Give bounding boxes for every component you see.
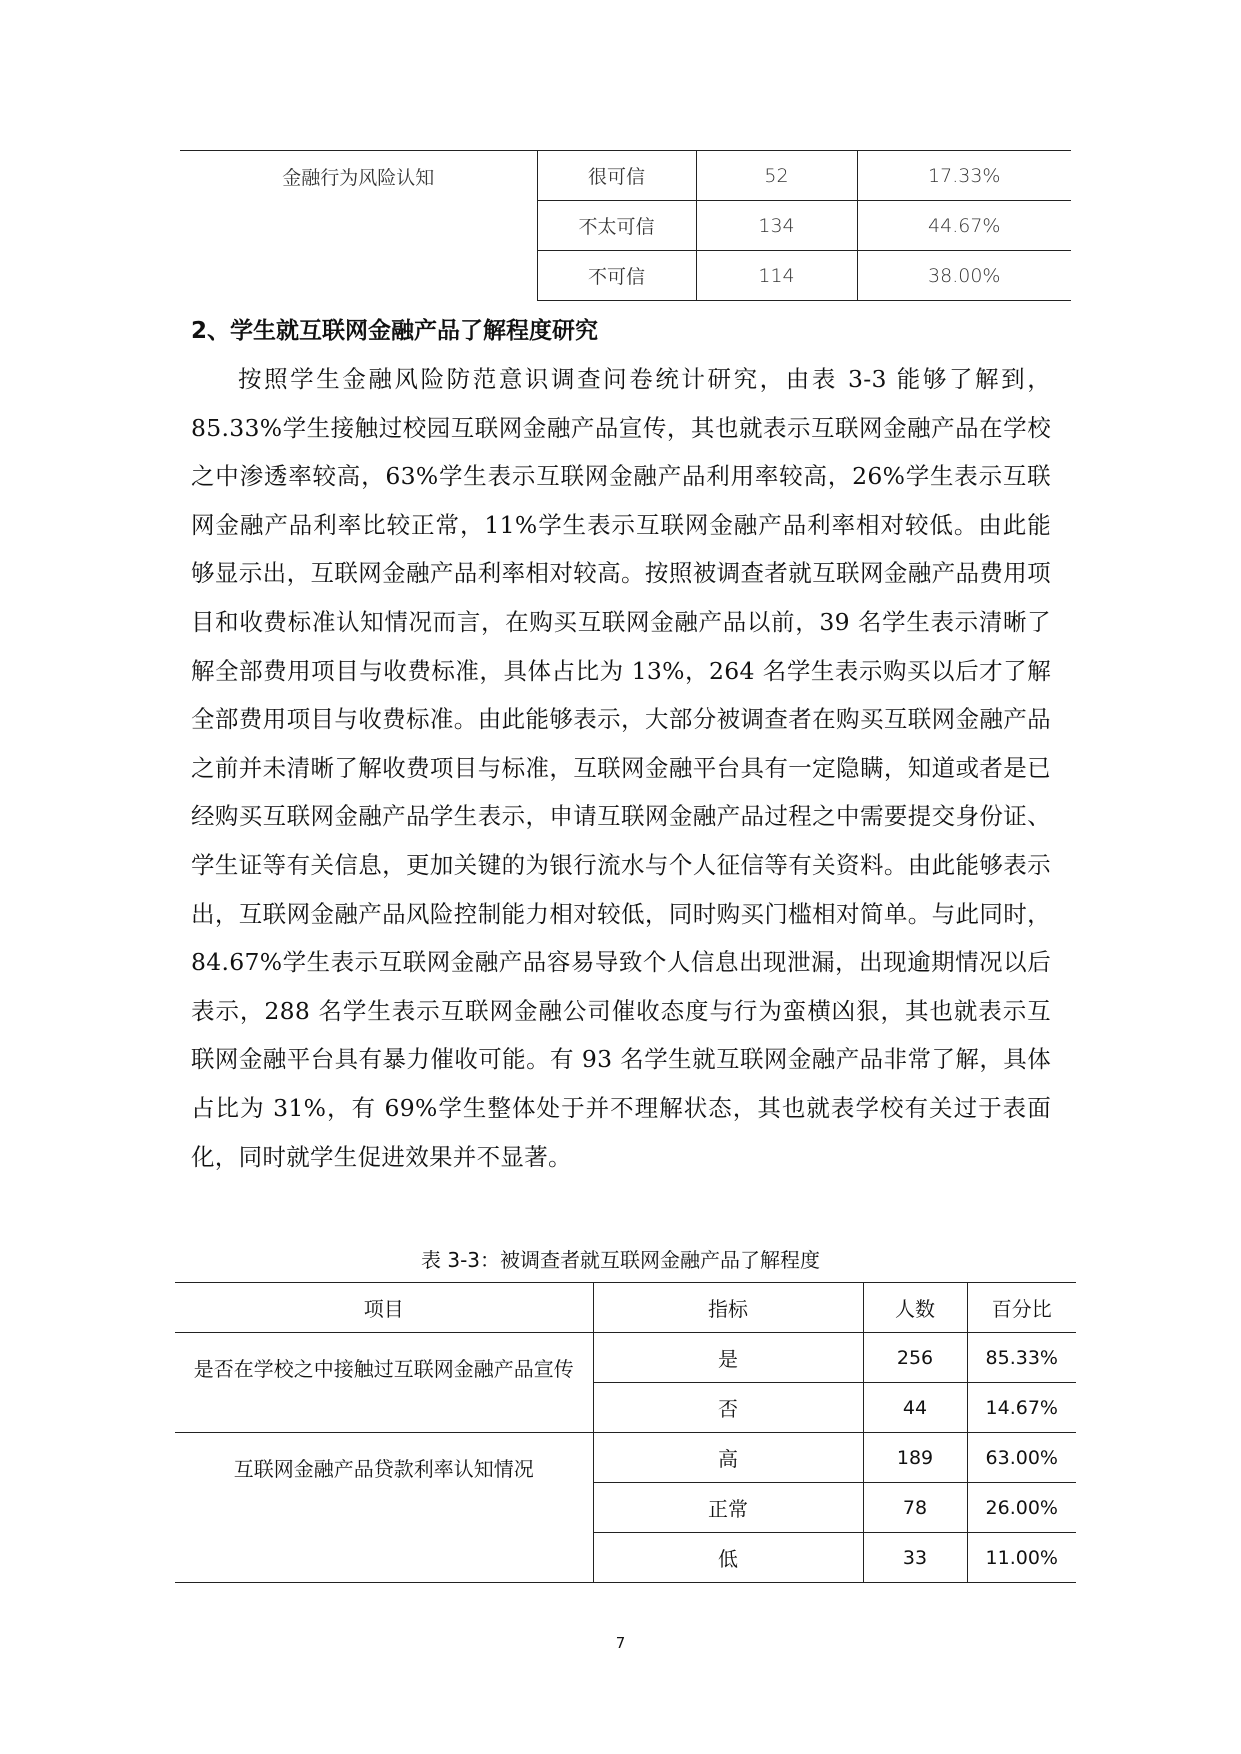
- indicator-cell: 否: [593, 1383, 863, 1433]
- percent-cell: 44.67%: [857, 201, 1071, 251]
- body-paragraph: 按照学生金融风险防范意识调查问卷统计研究，由表 3-3 能够了解到，85.33%学生接触过校园互联网金融产品宣传，其也就表示互联网金融产品在学校之中渗透率较高，63%学生表示互联网金融产品利用率较高，26%学生表示互联网金融产品利率比较正常，11%学生表示互联网金融产品利率相对较低。由此能够显示出，互联网金融产品利率相对较高。按照被调查者就互联网金融产品费用项目和收费标准认知情况而言，在购买互联网金融产品以前，39 名学生表示清晰了解全部费用项目与收费标准，具体占比为 13%，264 名学生表示购买以后才了解全部费用项目与收费标准。由此能够表示，大部分被调查者在购买互联网金融产品之前并未清晰了解收费项目与标准，互联网金融平台具有一定隐瞒，知道或者是已经购买互联网金融产品学生表示，申请互联网金融产品过程之中需要提交身份证、学生证等有关信息，更加关键的为银行流水与个人征信等有关资料。由此能够表示出，互联网金融产品风险控制能力相对较低，同时购买门槛相对简单。与此同时，84.67%学生表示互联网金融产品容易导致个人信息出现泄漏，出现逾期情况以后表示，288 名学生表示互联网金融公司催收态度与行为蛮横凶狠，其也就表示互联网金融平台具有暴力催收可能。有 93 名学生就互联网金融产品非常了解，具体占比为 31%，有 69%学生整体处于并不理解状态，其也就表学校有关过于表面化，同时就学生促进效果并不显著。: [191, 365, 1051, 1171]
- indicator-cell: 是: [593, 1333, 863, 1383]
- indicator-cell: 不太可信: [537, 201, 696, 251]
- percent-cell: 38.00%: [857, 251, 1071, 301]
- table-caption: 表 3-3：被调查者就互联网金融产品了解程度: [420, 1248, 821, 1272]
- row-group-label: 金融行为风险认知: [180, 151, 537, 301]
- count-cell: 44: [863, 1383, 967, 1433]
- continued-survey-table: [180, 150, 1071, 301]
- indicator-cell: 很可信: [537, 151, 696, 201]
- header-count: 人数: [863, 1283, 967, 1333]
- percent-cell: 26.00%: [967, 1483, 1076, 1533]
- table-row: [175, 1333, 1076, 1383]
- row-group-label: 是否在学校之中接触过互联网金融产品宣传: [175, 1333, 593, 1433]
- header-item: 项目: [175, 1283, 593, 1333]
- count-cell: 33: [863, 1533, 967, 1583]
- indicator-cell: 正常: [593, 1483, 863, 1533]
- row-group-label: 互联网金融产品贷款利率认知情况: [175, 1433, 593, 1583]
- page-number: 7: [615, 1634, 626, 1652]
- count-cell: 189: [863, 1433, 967, 1483]
- count-cell: 78: [863, 1483, 967, 1533]
- count-cell: 134: [696, 201, 857, 251]
- indicator-cell: 高: [593, 1433, 863, 1483]
- percent-cell: 63.00%: [967, 1433, 1076, 1483]
- percent-cell: 11.00%: [967, 1533, 1076, 1583]
- indicator-cell: 低: [593, 1533, 863, 1583]
- indicator-cell: 不可信: [537, 251, 696, 301]
- table-header-row: [175, 1283, 1076, 1333]
- section-heading: 2、学生就互联网金融产品了解程度研究: [191, 318, 599, 344]
- percent-cell: 17.33%: [857, 151, 1071, 201]
- table-row: [180, 151, 1071, 201]
- percent-cell: 14.67%: [967, 1383, 1076, 1433]
- header-indicator: 指标: [593, 1283, 863, 1333]
- count-cell: 52: [696, 151, 857, 201]
- count-cell: 256: [863, 1333, 967, 1383]
- awareness-table: [175, 1282, 1076, 1583]
- header-percent: 百分比: [967, 1283, 1076, 1333]
- percent-cell: 85.33%: [967, 1333, 1076, 1383]
- count-cell: 114: [696, 251, 857, 301]
- table-row: [175, 1433, 1076, 1483]
